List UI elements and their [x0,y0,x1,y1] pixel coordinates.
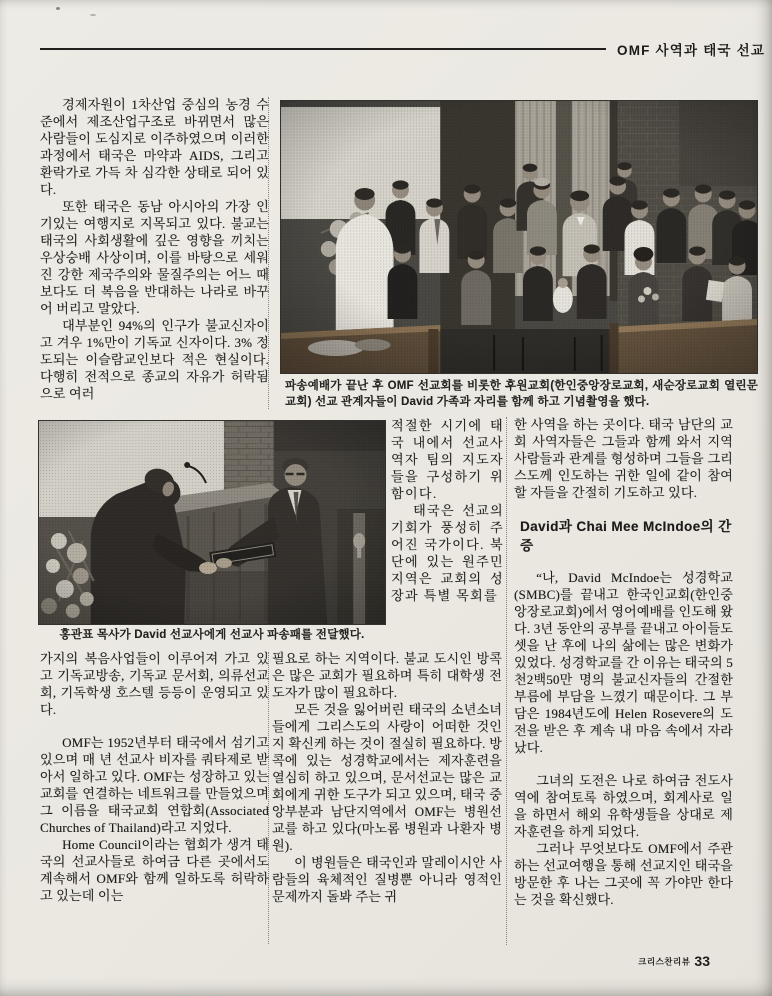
paragraph: Home Council이라는 협회가 생겨 태국의 선교사들로 하여금 다른 곳에서도 계속해서 OMF와 함께 일하도록 허락하고 있는데 이는 [40,837,269,903]
paragraph: 가지의 복음사업들이 이루어져 가고 있고 기독교방송, 기독교 문서회, 의류선교회, 기독학생 호스텔 등등이 운영되고 있다. [40,651,269,717]
column-left-bottom [40,650,269,948]
paragraph: 그러나 무엇보다도 OMF에서 주관하는 선교여행을 통해 선교지인 태국을 방문한 후 나는 그곳에 꼭 가야만 한다는 것을 확신했다. [514,841,733,907]
testimony-heading: David과 Chai Mee McIndoe의 간증 [520,519,732,553]
header-rule [40,48,606,50]
column-right [514,416,733,950]
group-photo-caption: 파송예배가 끝난 후 OMF 선교회를 비롯한 후원교회(한인중앙장로교회, 새순장로교회 열린문교회) 선교 관계자들이 David 가족과 자리를 함께 하고 기념촬영을 했다. [285,380,758,408]
plaque-photo [38,420,386,625]
paragraph: 또한 태국은 동남 아시아의 가장 인기있는 여행지로 지목되고 있다. 불교는 태국의 사회생활에 깊은 영향을 끼치는 우상숭배 사상이며, 이를 바탕으로 세워진 강한 제국주의와 물질주의는 어느 때보다도 더 복음을 반대하는 나라로 바꾸어 버리고 말았다. [40,199,269,316]
page-footer [560,953,710,971]
paragraph: 경제자원이 1차산업 중심의 농경 수준에서 제조산업구조로 바뀌면서 많은 사람들이 도심지로 이주하였으며 이러한 과정에서 태국은 마약과 AIDS, 그리고 환락가로 가득 차 심각한 상태로 되어 있다. [40,97,269,197]
paragraph: 태국은 선교의 기회가 풍성히 주어진 국가이다. 북단에 있는 원주민 지역은 교회의 성장과 특별 목회를 [391,503,504,603]
column-middle-bottom [272,650,502,948]
paragraph: 모든 것을 잃어버린 태국의 소년소녀들에게 그리스도의 사랑이 어떠한 것인지 확신케 하는 것이 절실히 필요하다. 방콕에 있는 성경학교에서는 제자훈련을 열심히 하고 있으며, 문서선교는 많은 교회에게 귀한 도구가 되고 있으며, 태국 중앙부분과 남단지역에서 OMF는 병원선교를 하고 있다(마노롬 병원과 나환자 병원). [272,702,502,853]
paragraph: OMF는 1952년부터 태국에서 섬기고 있으며 매 년 선교사 비자를 쿼타제로 받아서 일하고 있다. OMF는 성장하고 있는 교회를 연결하는 네트워크를 만들었으며 그 이름을 태국교회 연합회(Associated Churches of Thailand)라고 지었다. [40,735,269,835]
page-title: OMF 사역과 태국 선교 [617,43,766,58]
column-separator [506,417,507,945]
paragraph: 한 사역을 하는 곳이다. 태국 남단의 교회 사역자들은 그들과 함께 와서 지역 사람들과 관계를 형성하며 그들을 그리스도께 인도하는 귀한 일에 같이 참여할 자들을 간절히 기도하고 있다. [514,417,733,500]
column-left-top [40,96,269,412]
scan-speck [56,7,60,10]
paragraph: “나, David McIndoe는 성경학교(SMBC)를 끝내고 한국인교회(한인중앙장로교회)에서 영어예배를 인도해 왔다. 3년 동안의 공부를 끝내고 아이들도 셋을 난 후에 나의 삶에는 많은 변화가 있었다. 성경학교를 간 이유는 태국의 5천2백50만 명의 불교신자들의 간절한 부름에 부담을 느꼈기 때문이다. 그 부담은 1984년도에 Helen Rosevere의 도전을 받은 후 계속 내 마음 속에서 자라났다. [514,570,733,755]
plaque-photo-caption: 홍관표 목사가 David 선교사에게 선교사 파송패를 전달했다. [59,629,365,641]
plaque-photo-illustration [39,421,385,624]
paragraph: 적절한 시기에 태국 내에서 선교사역자 팀의 지도자들을 구성하기 위함이다. [391,418,504,501]
paragraph: 그녀의 도전은 나로 하여금 전도사역에 참여토록 하였으며, 회계사로 일을 하면서 해외 유학생들을 상대로 제자훈련을 하게 되었다. [514,773,733,839]
group-photo-illustration [281,101,757,373]
page-number: 33 [694,953,710,969]
group-photo [280,100,758,374]
magazine-name: 크리스찬리뷰 [638,956,691,967]
paragraph: 필요로 하는 지역이다. 불교 도시인 방콕은 많은 교회가 필요하며 특히 대학생 전도자가 많이 필요하다. [272,651,502,700]
column-narrow [391,417,504,641]
column-separator [268,97,269,409]
scan-speck [90,14,96,16]
paragraph: 이 병원들은 태국인과 말레이시안 사람들의 육체적인 질병뿐 아니라 영적인 문제까지 돌봐 주는 귀 [272,855,502,904]
paragraph: 대부분인 94%의 인구가 불교신자이고 겨우 1%만이 기독교 신자이다. 3% 정도되는 이슬람교인보다 적은 현실이다. 다행히 전적으로 종교의 자유가 허락됨으로 여러 [40,318,269,401]
